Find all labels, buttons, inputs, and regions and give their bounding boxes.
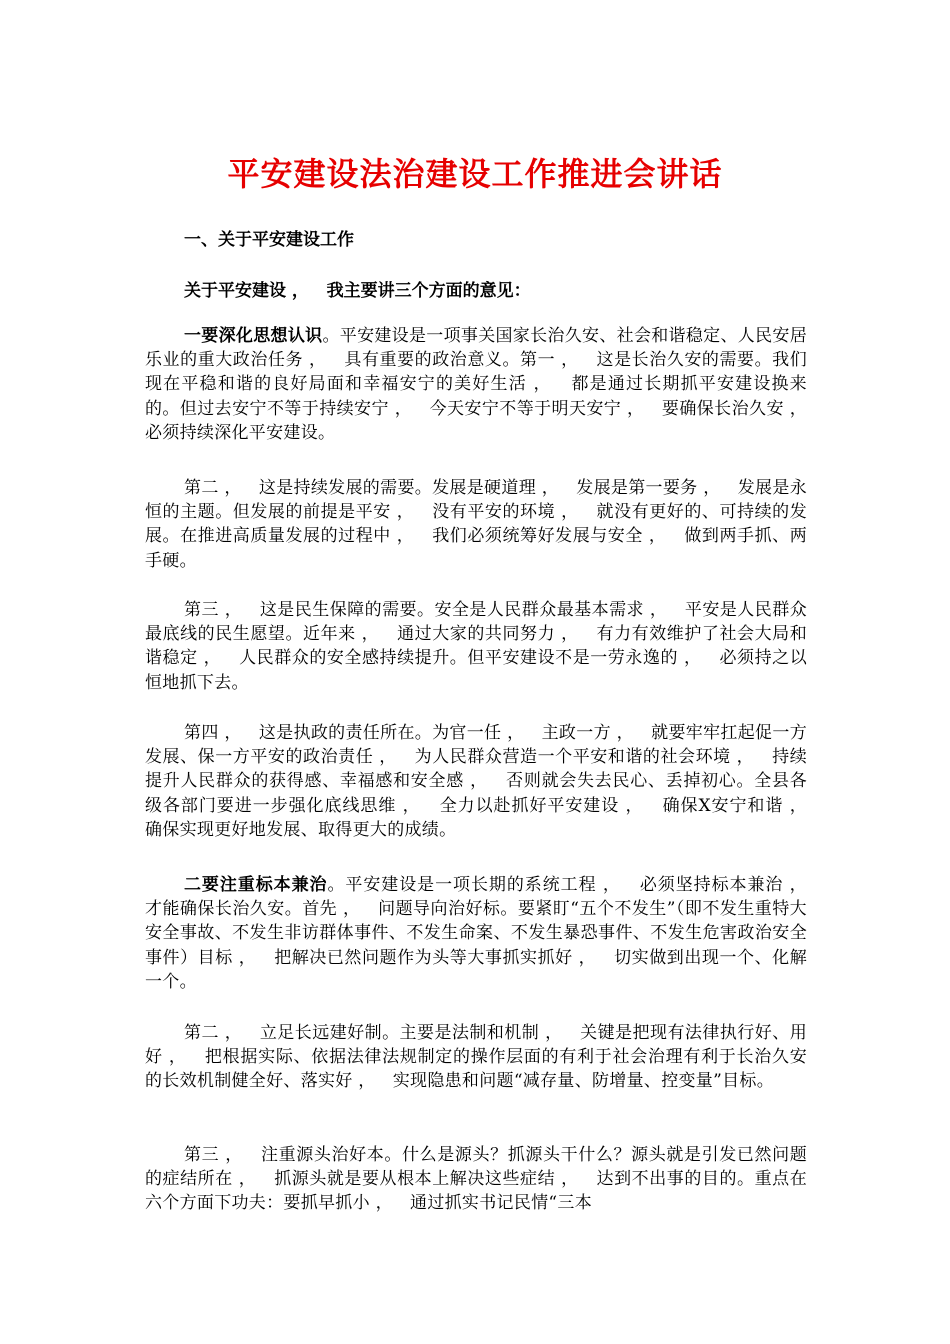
paragraph-6 — [145, 1021, 807, 1094]
paragraph-5-text: 。平安建设是一项长期的系统工程 ， 必须坚持标本兼治 ， 才能确保长治久安。首先 ， 问题导向治好标。要紧盯“五个不发生”（即不发生重特大安全事故、不发生非访群体事件、不发生命案、不发生暴恐事件、不发生危害政治安全事件）目标 ， 把解决已然问题作为头等大事抓实抓好 ， 切实做到出现一个、化解一个。 — [145, 875, 825, 992]
paragraph-4-text: 第四 ， 这是执政的责任所在。为官一任 ， 主政一方 ， 就要牢牢扛起促一方发展、保一方平安的政治责任 ， 为人民群众营造一个平安和谐的社会环境 ， 持续提升人民群众的获得感、幸福感和安全感 ， 否则就会失去民心、丢掉初心。全县各级各部门要进一步强化底线思维 ， 全力以赴抓好平安建设 ， 确保X安宁和谐 ， 确保实现更好地发展、取得更大的成绩。 — [145, 723, 825, 840]
paragraph-4 — [145, 721, 825, 842]
paragraph-2-text: 第二 ， 这是持续发展的需要。发展是硬道理 ， 发展是第一要务 ， 发展是永恒的主题。但发展的前提是平安 ， 没有平安的环境 ， 就没有更好的、可持续的发展。在推进高质量发展的过程中 ， 我们必须统筹好发展与安全 ， 做到两手抓、两手硬。 — [145, 478, 807, 571]
paragraph-7 — [145, 1143, 807, 1216]
paragraph-3-text: 第三 ， 这是民生保障的需要。安全是人民群众最基本需求 ， 平安是人民群众最底线的民生愿望。近年来 ， 通过大家的共同努力 ， 有力有效维护了社会大局和谐稳定 ， 人民群众的安全感持续提升。但平安建设不是一劳永逸的 ， 必须持之以恒地抓下去。 — [145, 600, 807, 693]
paragraph-1-text: 。平安建设是一项事关国家长治久安、社会和谐稳定、人民安居乐业的重大政治任务 ， 具有重要的政治意义。第一 ， 这是长治久安的需要。我们现在平稳和谐的良好局面和幸福安宁的美好生活 ， 都是通过长期抓平安建设换来的。但过去安宁不等于持续安宁 ， 今天安宁不等于明天安宁 ， 要确保长治久安 ， 必须持续深化平安建设。 — [145, 326, 825, 443]
document-title: 平安建设法治建设工作推进会讲话 — [227, 155, 723, 193]
paragraph-2 — [145, 476, 807, 573]
paragraph-5-lead: 二要注重标本兼治 — [184, 875, 328, 895]
paragraph-1 — [145, 324, 825, 445]
paragraph-1-lead: 一要深化思想认识 — [184, 326, 323, 346]
section-heading: 一、关于平安建设工作 — [184, 230, 354, 250]
paragraph-3 — [145, 598, 807, 695]
paragraph-5 — [145, 873, 825, 994]
intro-line: 关于平安建设 ， 我主要讲三个方面的意见： — [184, 281, 531, 301]
paragraph-7-text: 第三 ， 注重源头治好本。什么是源头？抓源头干什么？源头就是引发已然问题的症结所在 ， 抓源头就是要从根本上解决这些症结 ， 达到不出事的目的。重点在六个方面下功夫：要抓早抓小 ， 通过抓实书记民情“三本 — [145, 1145, 807, 1214]
paragraph-6-text: 第二 ， 立足长远建好制。主要是法制和机制 ， 关键是把现有法律执行好、用好 ， 把根据实际、依据法律法规制定的操作层面的有利于社会治理有利于长治久安的长效机制健全好、落实好 ， 实现隐患和问题“减存量、防增量、控变量”目标。 — [145, 1023, 807, 1092]
